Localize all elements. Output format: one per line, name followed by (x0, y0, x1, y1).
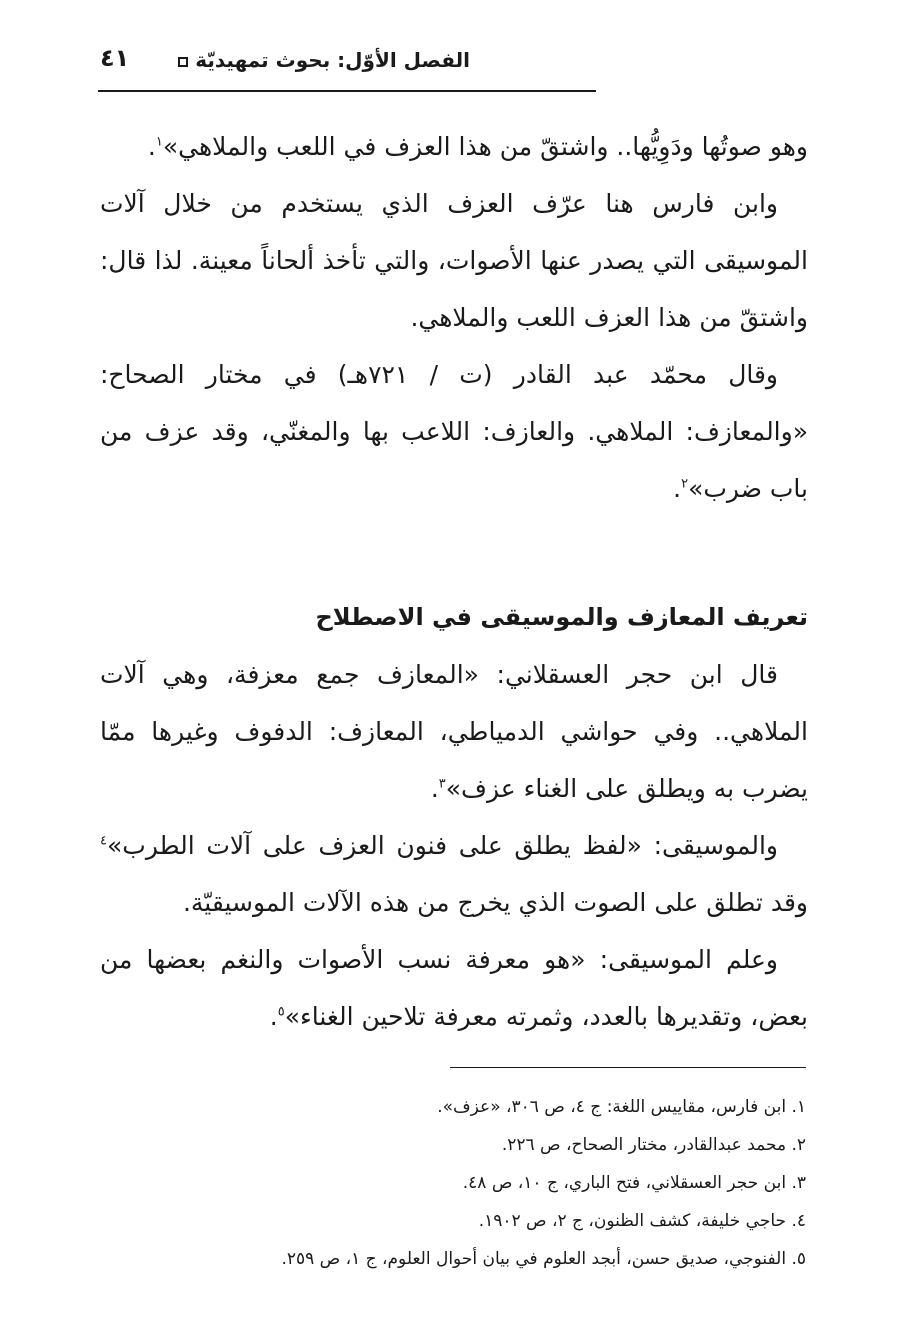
footnote-5: ٥. الفنوجي، صديق حسن، أبجد العلوم في بيان أحوال العلوم، ج ١، ص ٢٥٩. (281, 1249, 806, 1269)
paragraph-2: وابن فارس هنا عرّف العزف الذي يستخدم من خلال آلات الموسيقى التي يصدر عنها الأصوات، والتي تأخذ ألحاناً معينة. لذا قال: واشتقّ من هذا العزف اللعب والملاهي. (100, 189, 808, 332)
square-ornament-icon (178, 57, 188, 67)
paragraph-3: وقال محمّد عبد القادر (ت / ٧٢١هـ) في مختار الصحاح: «والمعازف: الملاهي. والعازف: اللاعب بها والمغنّي، وقد عزف من باب ضرب»$^٢$. (100, 360, 808, 503)
footnote-4: ٤. حاجي خليفة، كشف الظنون، ج ٢، ص ١٩٠٢. (478, 1211, 806, 1231)
paragraph-6: وعلم الموسيقى: «هو معرفة نسب الأصوات والنغم بعضها من بعض، وتقديرها بالعدد، وثمرته معرفة تلاحين الغناء»$^٥$. (100, 945, 808, 1031)
paragraph-4: قال ابن حجر العسقلاني: «المعازف جمع معزفة، وهي آلات الملاهي.. وفي حواشي الدمياطي، المعازف: الدفوف وغيرها ممّا يضرب به ويطلق على الغناء عزف»$^٣$. (100, 660, 808, 803)
footnote-2: ٢. محمد عبدالقادر، مختار الصحاح، ص ٢٢٦. (501, 1135, 806, 1155)
footnote-ref-3[interactable]: ٣ (438, 776, 446, 792)
header-divider (98, 90, 596, 92)
chapter-title: الفصل الأوّل: بحوث تمهيديّة (195, 48, 470, 72)
footnotes-list (100, 1088, 806, 1278)
footnote-3: ٣. ابن حجر العسقلاني، فتح الباري، ج ١٠، ص ٤٨. (462, 1173, 806, 1193)
footnote-ref-4[interactable]: ٤ (100, 833, 107, 849)
paragraph-5: والموسيقى: «لفظ يطلق على فنون العزف على آلات الطرب»$^٤$ وقد تطلق على الصوت الذي يخرج من هذه الآلات الموسيقيّة. (100, 831, 808, 917)
main-text (100, 118, 808, 1045)
paragraph-1: وهو صوتُها ودَوِيُّها.. واشتقّ من هذا العزف في اللعب والملاهي»$^١$. (147, 132, 808, 161)
section-spacer (100, 517, 808, 589)
footnote-ref-1[interactable]: ١ (155, 134, 163, 150)
footnote-1: ١. ابن فارس، مقاييس اللغة: ج ٤، ص ٣٠٦، «عزف». (437, 1097, 806, 1117)
footnote-ref-5[interactable]: ٥ (277, 1004, 285, 1020)
footnote-divider (450, 1067, 806, 1068)
footnote-ref-2[interactable]: ٢ (681, 476, 689, 492)
section-heading: تعريف المعازف والموسيقى في الاصطلاح (315, 603, 808, 631)
page-number: ٤١ (100, 44, 130, 72)
running-header (100, 44, 470, 84)
